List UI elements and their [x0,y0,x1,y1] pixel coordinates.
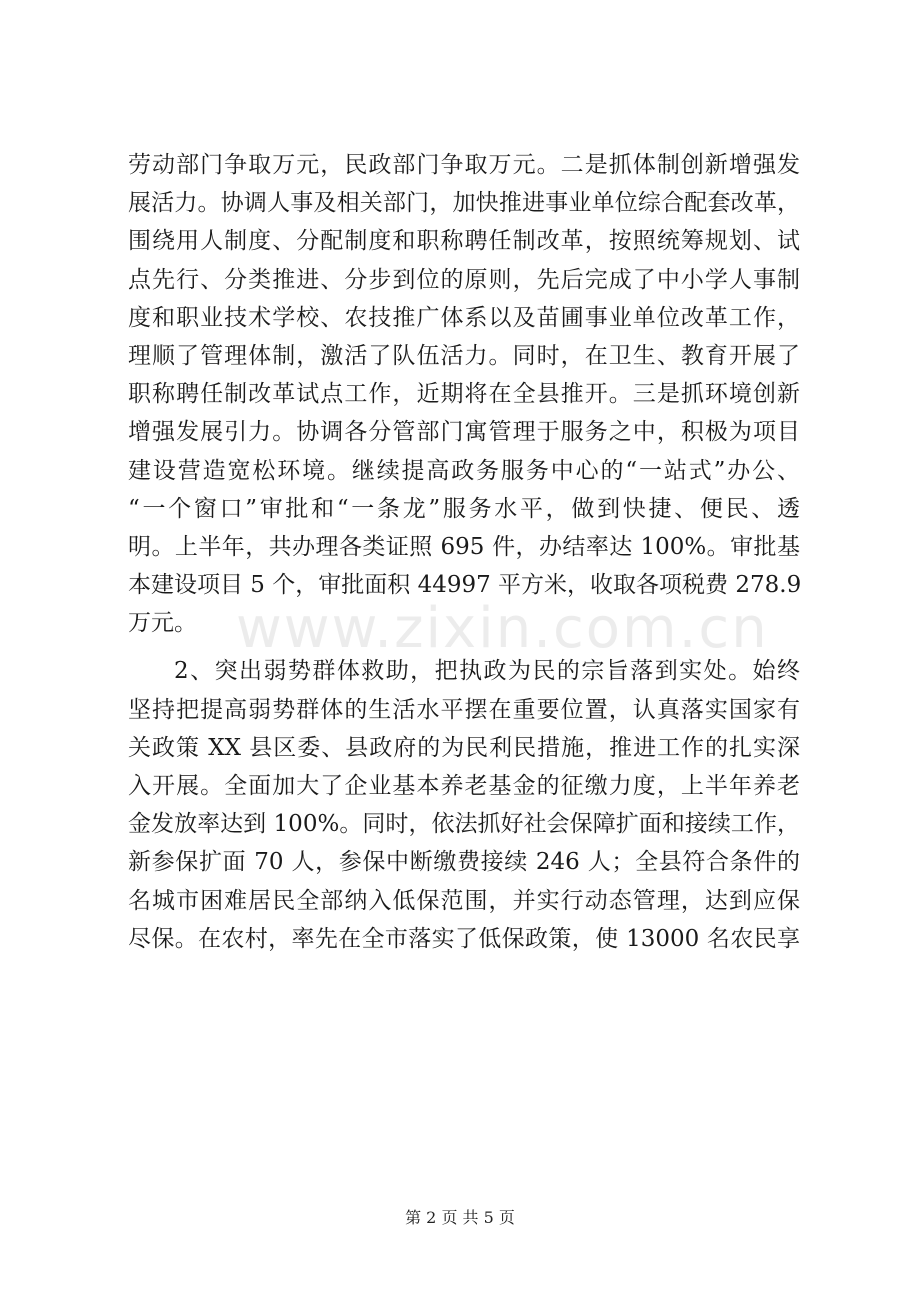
text-line: 新参保扩面 70 人，参保中断缴费接续 246 人；全县符合条件的 [128,849,800,876]
text-line: 职称聘任制改革试点工作，近期将在全县推开。三是抓环境创新 [128,381,800,408]
text-line: 度和职业技术学校、农技推广体系以及苗圃事业单位改革工作， [128,304,800,331]
text-line: 入开展。全面加大了企业基本养老基金的征缴力度，上半年养老 [128,773,800,799]
page-number: 第 2 页 共 5 页 [405,1208,515,1227]
text-line: 明。上半年，共办理各类证照 695 件，办结率达 100%。审批基 [128,533,800,560]
text-line: 坚持把提高弱势群体的生活水平摆在重要位置，认真落实国家有 [128,696,800,723]
paragraph-1 [128,146,800,642]
paragraph-gap [128,642,800,652]
text-line: 劳动部门争取万元，民政部门争取万元。二是抓体制创新增强发 [128,152,800,178]
body-text [128,146,800,958]
text-line: 围绕用人制度、分配制度和职称聘任制改革，按照统筹规划、试 [128,228,800,255]
text-line: 增强发展引力。协调各分管部门寓管理于服务之中，积极为项目 [128,419,800,446]
text-line: 理顺了管理体制，激活了队伍活力。同时，在卫生、教育开展了 [128,342,800,369]
watermark: www.zixin.com.cn [236,596,769,661]
text-line: 2、突出弱势群体救助，把执政为民的宗旨落到实处。始终 [174,658,800,685]
paragraph-2 [128,652,800,958]
text-line: 尽保。在农村，率先在全市落实了低保政策，使 13000 名农民享 [128,925,800,952]
text-line: 名城市困难居民全部纳入低保范围，并实行动态管理，达到应保 [128,887,800,914]
text-line: 建设营造宽松环境。继续提高政务服务中心的“一站式”办公、 [128,457,800,484]
text-line: 展活力。协调人事及相关部门，加快推进事业单位综合配套改革， [128,190,800,217]
text-line: 点先行、分类推进、分步到位的原则，先后完成了中小学人事制 [128,266,800,293]
text-line: 本建设项目 5 个，审批面积 44997 平方米，收取各项税费 278.9 [128,572,802,599]
text-line: 关政策 XX 县区委、县政府的为民利民措施，推进工作的扎实深 [128,734,800,761]
text-line: “一个窗口”审批和“一条龙”服务水平，做到快捷、便民、透 [128,495,800,522]
text-line: 金发放率达到 100%。同时，依法抓好社会保障扩面和接续工作， [128,811,800,838]
text-line: 万元。 [128,610,197,637]
